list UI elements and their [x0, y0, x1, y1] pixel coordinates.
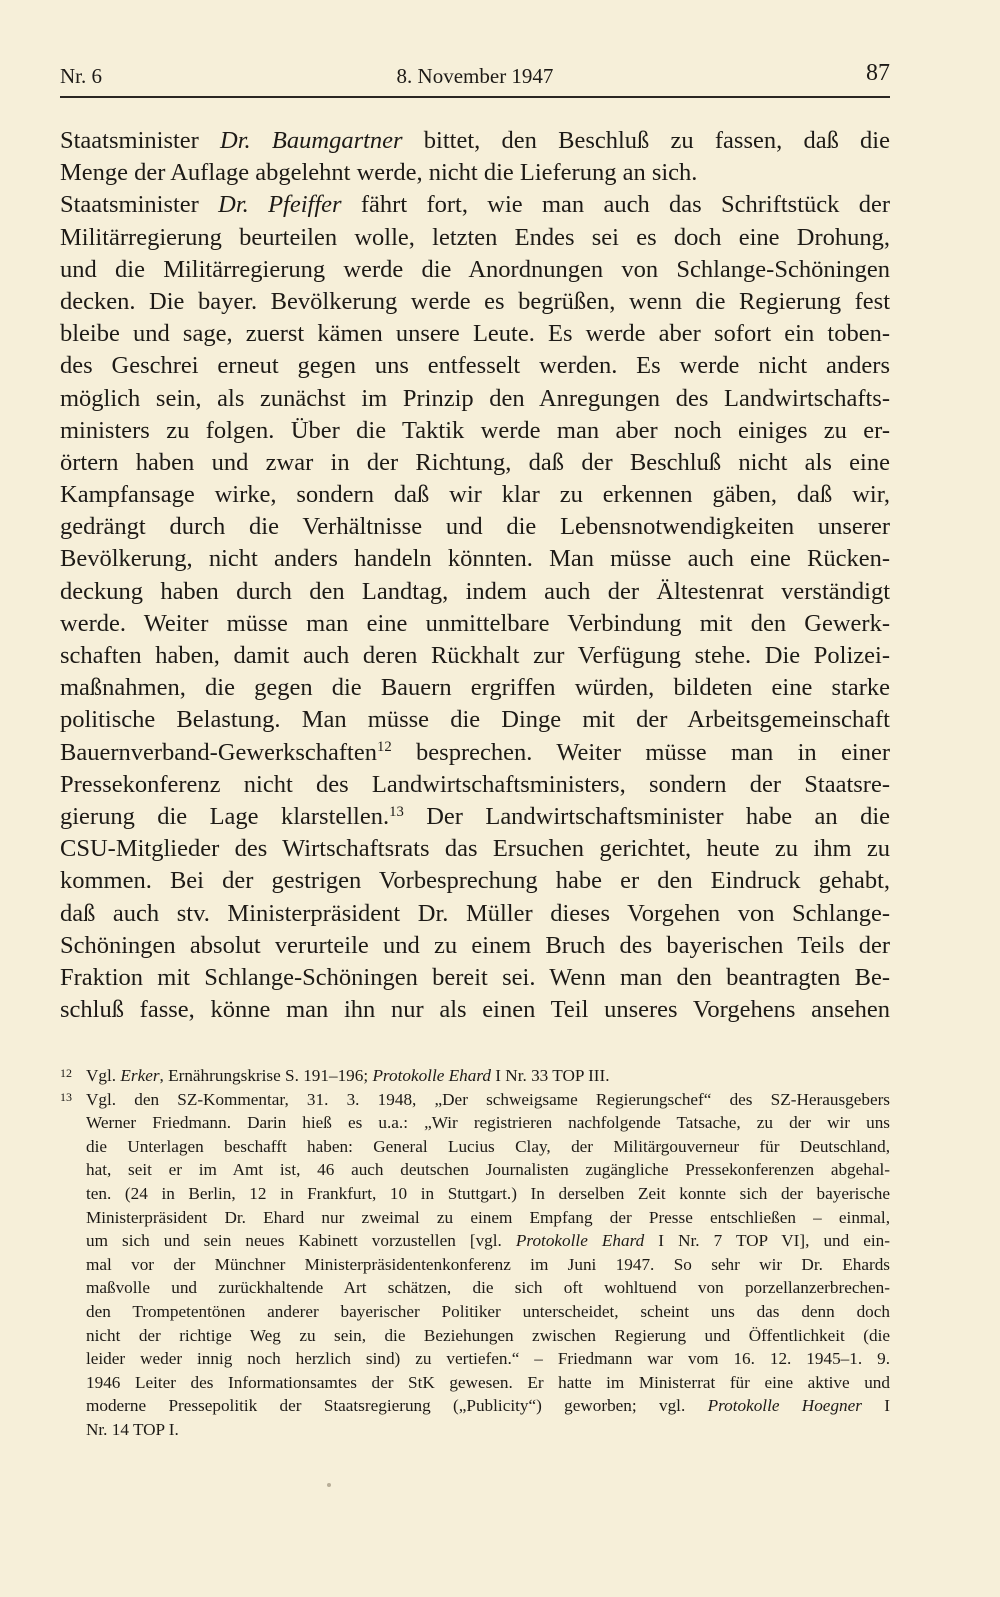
text-line	[60, 769, 890, 801]
text-run: Werner Friedmann. Darin hieß es u.a.: „Wir registrieren nachfolgende Tatsache, zu der wir uns	[86, 1113, 890, 1133]
text-run: um sich und sein neues Kabinett vorzustellen [vgl.	[86, 1231, 516, 1251]
text-line	[60, 640, 890, 672]
text-run: ten. (24 in Berlin, 12 in Frankfurt, 10 in Stuttgart.) In derselben Zeit konnte sich der bayerische	[86, 1183, 890, 1203]
text-run: bittet, den Beschluß zu fassen, daß die	[402, 127, 890, 154]
text-run: Bevölkerung, nicht anders handeln könnten. Man müsse auch eine Rücken-	[60, 545, 890, 573]
text-run: den Trompetentönen anderer bayerischer Politiker unterscheidet, scheint uns das denn doch	[86, 1301, 890, 1321]
text-line	[60, 511, 890, 543]
text-line	[60, 576, 890, 608]
text-line	[60, 608, 890, 640]
text-line	[60, 801, 890, 833]
italic-name: Protokolle Ehard	[515, 1231, 645, 1251]
issue-number: Nr. 6	[60, 64, 102, 88]
text-line	[60, 157, 890, 189]
italic-name: Dr. Baumgartner	[220, 127, 403, 154]
text-run: gierung die Lage klarstellen.	[60, 802, 390, 830]
text-run: deckung haben durch den Landtag, indem auch der Ältestenrat verständigt	[60, 577, 890, 605]
footnote-line	[60, 1111, 890, 1135]
text-line	[60, 189, 890, 221]
footnote-line	[60, 1276, 890, 1300]
italic-name: Protokolle Ehard	[372, 1066, 491, 1085]
text-line	[60, 222, 890, 254]
footnote	[60, 1088, 890, 1442]
footnote-line	[60, 1418, 890, 1442]
text-run: örtern haben und zwar in der Richtung, daß der Beschluß nicht als eine	[60, 448, 890, 476]
paper-speck	[327, 1483, 331, 1487]
text-run: daß auch stv. Ministerpräsident Dr. Müller dieses Vorgehen von Schlange-	[60, 899, 890, 927]
text-run: Pressekonferenz nicht des Landwirtschaftsministers, sondern der Staatsre-	[60, 770, 890, 798]
text-run: Militärregierung beurteilen wolle, letzten Endes sei es doch eine Drohung,	[60, 223, 890, 251]
text-line	[60, 672, 890, 704]
text-run: , Ernährungskrise S. 191–196;	[159, 1066, 373, 1085]
text-line	[60, 318, 890, 350]
text-run: Menge der Auflage abgelehnt werde, nicht die Lieferung an sich.	[60, 159, 698, 187]
running-header	[60, 58, 890, 98]
footnote-line	[60, 1158, 890, 1182]
text-run: schaften haben, damit auch deren Rückhalt zur Verfügung stehe. Die Polizei-	[60, 642, 890, 669]
text-line	[60, 833, 890, 865]
footnote-line	[60, 1182, 890, 1206]
text-run: Staatsminister	[60, 127, 221, 154]
text-run: besprechen. Weiter müsse man in einer	[391, 738, 890, 766]
text-line	[60, 447, 890, 479]
text-run: Kampfansage wirke, sondern daß wir klar zu erkennen gäben, daß wir,	[60, 481, 890, 509]
footnote-line	[60, 1253, 890, 1277]
text-line	[60, 383, 890, 415]
footnote-number: 12	[60, 1066, 72, 1080]
text-run: politische Belastung. Man müsse die Dinge mit der Arbeitsgemeinschaft	[60, 706, 890, 734]
header-date: 8. November 1947	[396, 64, 554, 88]
text-line	[60, 479, 890, 511]
text-line	[60, 704, 890, 736]
text-run: gedrängt durch die Verhältnisse und die Lebensnotwendigkeiten unserer	[60, 513, 890, 541]
text-run: Vgl. den SZ-Kommentar, 31. 3. 1948, „Der schweigsame Regierungschef“ des SZ-Herausgebers	[86, 1089, 890, 1109]
text-run: Staatsminister	[60, 191, 219, 219]
text-run: maßvolle und zurückhaltende Art schätzen, die sich oft wohltuend von porzellanzerbrechen-	[86, 1278, 890, 1298]
footnote-line	[60, 1135, 890, 1159]
text-line	[60, 865, 890, 897]
text-line	[60, 962, 890, 994]
text-run: schluß fasse, könne man ihn nur als einen Teil unseres Vorgehens ansehen	[60, 996, 890, 1024]
text-run: Nr. 14 TOP I.	[86, 1419, 179, 1439]
text-line	[60, 125, 890, 157]
text-run: nicht der richtige Weg zu sein, die Beziehungen zwischen Regierung und Öffentlichkeit (die	[86, 1325, 890, 1345]
footnote	[60, 1064, 890, 1088]
text-run: bleibe und sage, zuerst kämen unsere Leute. Es werde aber sofort ein toben-	[60, 320, 890, 348]
text-line	[60, 898, 890, 930]
footnote-line	[60, 1324, 890, 1348]
text-run: hat, seit er im Amt ist, 46 auch deutschen Journalisten zugängliche Pressekonferenzen abgehal-	[86, 1160, 890, 1180]
text-line	[60, 994, 890, 1026]
footnote-line	[60, 1371, 890, 1395]
text-run: mal vor der Münchner Ministerpräsidentenkonferenz im Juni 1947. So sehr wir Dr. Ehards	[86, 1254, 890, 1274]
text-run: Der Landwirtschaftsminister habe an die	[403, 802, 890, 830]
text-line	[60, 415, 890, 447]
footnote-number: 13	[60, 1089, 72, 1104]
footnote-line	[60, 1206, 890, 1230]
text-run: Schöningen absolut verurteile und zu einem Bruch des bayerischen Teils der	[60, 931, 890, 959]
footnote-ref: 13	[389, 803, 404, 820]
text-run: moderne Pressepolitik der Staatsregierung („Publicity“) geworben; vgl.	[86, 1396, 708, 1416]
text-run: werde. Weiter müsse man eine unmittelbare Verbindung mit den Gewerk-	[60, 609, 890, 637]
text-line	[60, 286, 890, 318]
text-run: 1946 Leiter des Informationsamtes der StK gewesen. Er hatte im Ministerrat für eine aktive und	[86, 1372, 890, 1392]
text-line	[60, 350, 890, 382]
text-run: fährt fort, wie man auch das Schriftstück der	[341, 191, 890, 219]
text-run: Bauernverband-Gewerkschaften	[60, 738, 377, 766]
text-line	[60, 737, 890, 769]
page-number: 87	[866, 60, 890, 86]
body-text	[60, 125, 890, 1026]
text-run: des Geschrei erneut gegen uns entfesselt werden. Es werde nicht anders	[60, 352, 890, 380]
text-run: Fraktion mit Schlange-Schöningen bereit sei. Wenn man den beantragten Be-	[60, 963, 890, 991]
footnote-line	[60, 1347, 890, 1371]
italic-name: Protokolle Hoegner	[707, 1396, 862, 1416]
italic-name: Dr. Pfeiffer	[218, 191, 342, 219]
text-run: I Nr. 7 TOP VI], und ein-	[644, 1231, 891, 1251]
text-run: decken. Die bayer. Bevölkerung werde es begrüßen, wenn die Regierung fest	[60, 287, 890, 315]
footnote-line	[60, 1088, 890, 1112]
text-run: kommen. Bei der gestrigen Vorbesprechung habe er den Eindruck gehabt,	[60, 867, 890, 895]
text-run: I Nr. 33 TOP III.	[490, 1066, 610, 1085]
text-run: Ministerpräsident Dr. Ehard nur zweimal zu einem Empfang der Presse entschließen – einmal,	[86, 1207, 890, 1227]
footnote-line	[60, 1300, 890, 1324]
text-run: Vgl.	[86, 1066, 121, 1085]
text-run: ministers zu folgen. Über die Taktik werde man aber noch einiges zu er-	[60, 416, 890, 444]
text-run: CSU-Mitglieder des Wirtschaftsrats das Ersuchen gerichtet, heute zu ihm zu	[60, 835, 890, 863]
text-run: maßnahmen, die gegen die Bauern ergriffen würden, bildeten eine starke	[60, 674, 890, 702]
footnote-ref: 12	[376, 739, 392, 756]
text-run: die Unterlagen beschafft haben: General Lucius Clay, der Militärgouverneur für Deutschland,	[86, 1136, 890, 1156]
text-line	[60, 930, 890, 962]
text-line	[60, 543, 890, 575]
text-run: I	[861, 1396, 890, 1416]
text-line	[60, 254, 890, 286]
text-run: und die Militärregierung werde die Anordnungen von Schlange-Schöningen	[60, 255, 890, 283]
footnotes	[60, 1064, 890, 1442]
footnote-line	[60, 1229, 890, 1253]
text-run: möglich sein, als zunächst im Prinzip den Anregungen des Landwirtschafts-	[60, 384, 890, 412]
footnote-line	[60, 1064, 890, 1088]
footnote-line	[60, 1394, 890, 1418]
italic-name: Erker	[120, 1066, 160, 1085]
text-run: leider weder innig noch herzlich sind) zu vertiefen.“ – Friedmann war vom 16. 12. 1945–1. 9.	[86, 1349, 890, 1369]
